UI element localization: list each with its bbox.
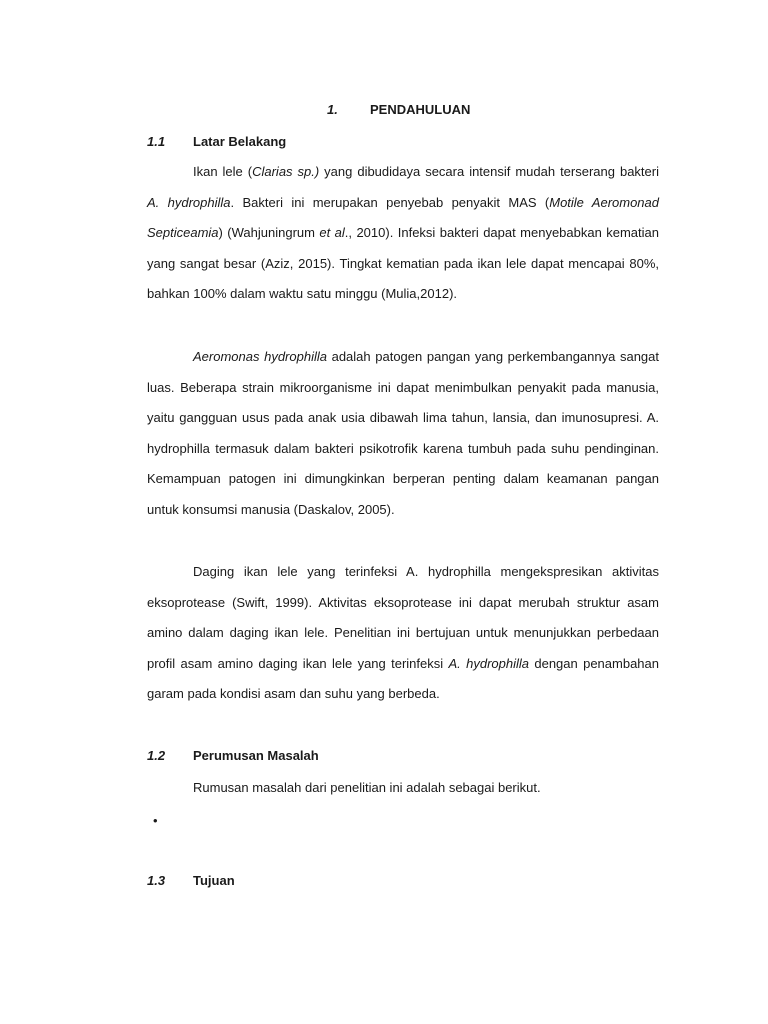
chapter-number: 1.	[327, 102, 338, 117]
section-title: Perumusan Masalah	[193, 748, 319, 763]
paragraph	[147, 557, 659, 710]
text-run: Daging ikan lele yang terinfeksi A. hydrophilla mengekspresikan aktivitas eksoprotease (Swift, 1999). Aktivitas eksoprotease ini dapat merubah struktur asam amino dalam daging ikan lele. Penelitian ini bertujuan untuk menunjukkan perbedaan profil asam amino daging ikan lele yang terinfeksi	[147, 564, 659, 671]
text-run: ) (Wahjuningrum	[218, 225, 320, 241]
text-run: ., 2010). Infeksi bakteri dapat menyebabkan kematian yang sangat besar (Aziz, 2015). Tingkat kematian pada ikan lele dapat mencapai 80%, bahkan 100% dalam waktu satu minggu (Mulia,2012).	[147, 225, 659, 302]
text-run: adalah patogen pangan yang perkembangannya sangat luas. Beberapa strain mikroorganisme ini dapat menimbulkan penyakit pada manusia, yaitu gangguan usus pada anak usia dibawah lima tahun, lansia, dan imunosupresi. A. hydrophilla termasuk dalam bakteri psikotrofik karena tumbuh pada suhu pendinginan. Kemampuan patogen ini dimungkinkan berperan penting dalam keamanan pangan untuk konsumsi manusia (Daskalov, 2005).	[147, 349, 660, 517]
text-run: Rumusan masalah dari penelitian ini adalah sebagai berikut.	[193, 780, 541, 795]
paragraph	[147, 773, 659, 804]
paragraph	[147, 342, 659, 526]
section-number: 1.1	[147, 134, 166, 149]
paragraph	[147, 157, 659, 310]
text-run: dengan penambahan garam pada kondisi asam dan suhu yang berbeda.	[147, 655, 659, 702]
italic-text-run: Aeromonas hydrophilla	[193, 349, 327, 364]
italic-text-run: A. hydrophilla	[448, 655, 530, 671]
italic-text-run: Motile Aeromonad Septiceamia	[147, 194, 660, 241]
text-run: yang dibudidaya secara intensif mudah terserang bakteri	[319, 164, 659, 179]
section-title: Tujuan	[193, 873, 235, 888]
text-run: Ikan lele (	[193, 164, 253, 179]
chapter-heading-text: PENDAHULUAN	[370, 102, 471, 117]
italic-text-run: et al	[319, 225, 345, 241]
text-run: . Bakteri ini merupakan penyebab penyakit MAS (	[230, 194, 550, 210]
italic-text-run: A. hydrophilla	[147, 194, 231, 210]
section-title: Latar Belakang	[193, 134, 287, 149]
section-number: 1.3	[147, 873, 166, 888]
italic-text-run: Clarias sp.)	[252, 164, 320, 179]
bullet-point: •	[153, 813, 158, 828]
section-number: 1.2	[147, 748, 166, 763]
